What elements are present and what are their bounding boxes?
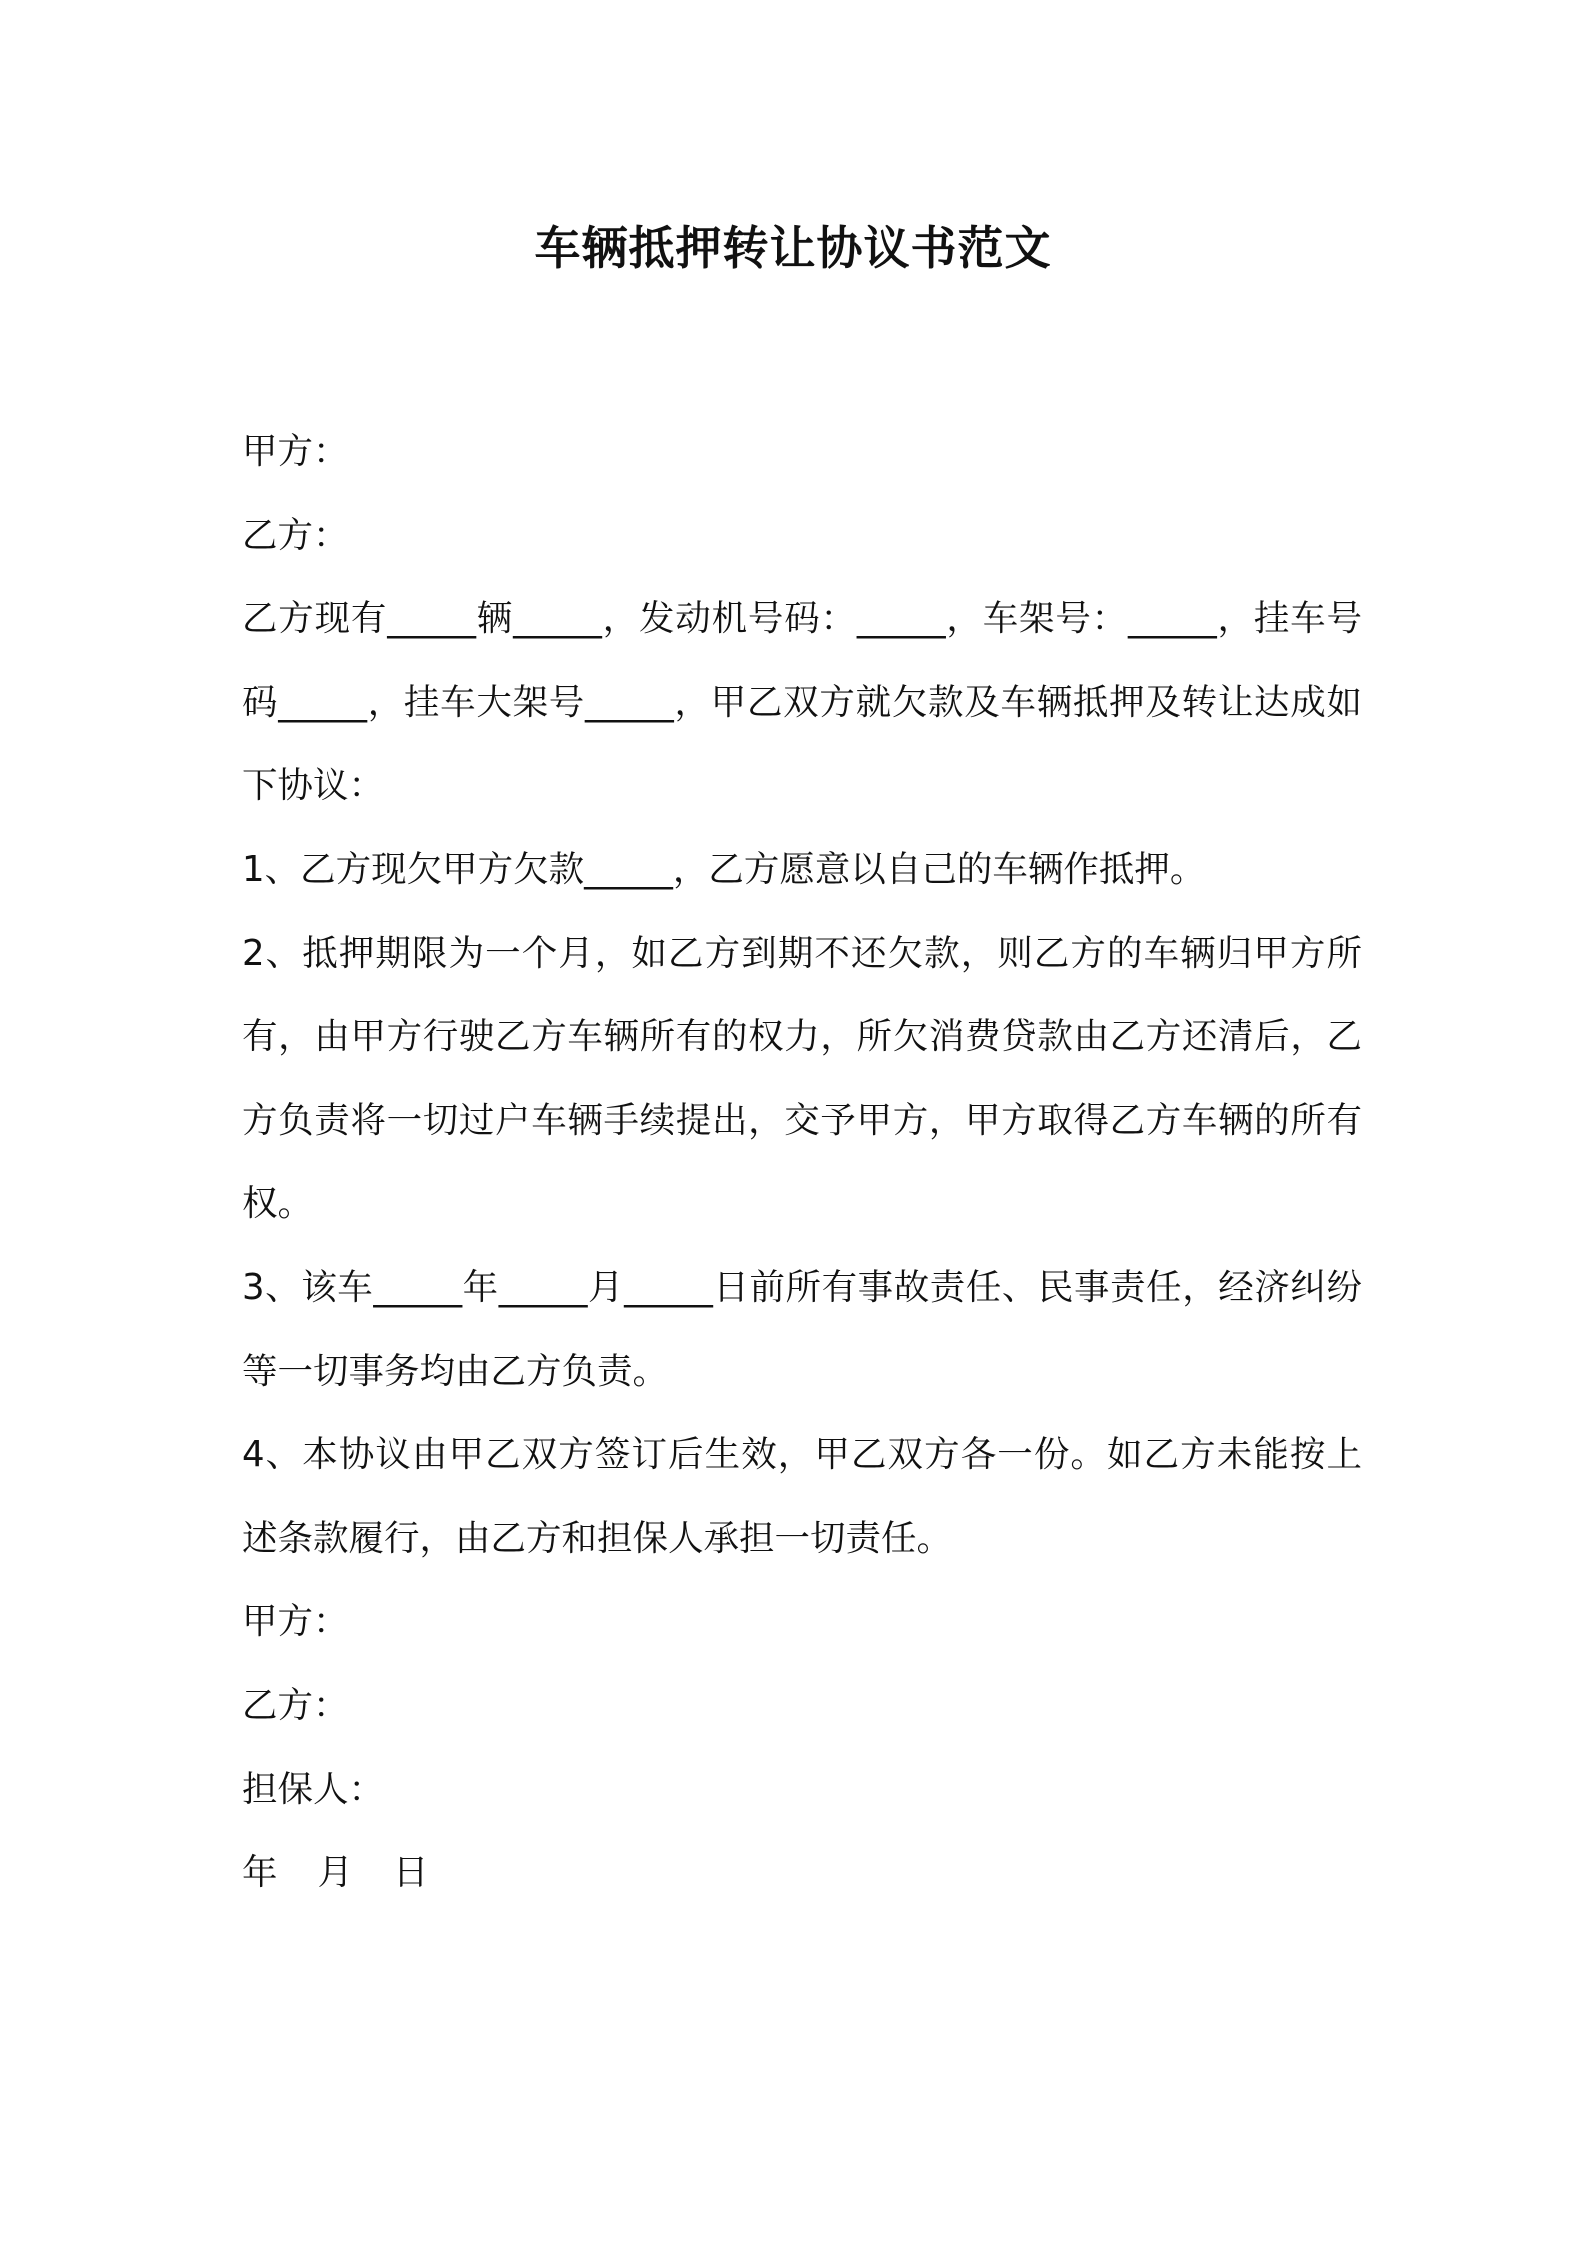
signature-date: [242, 1831, 1362, 1915]
clause-2: 2、抵押期限为一个月，如乙方到期不还欠款，则乙方的车辆归甲方所有，由甲方行驶乙方车辆所有的权力，所欠消费贷款由乙方还清后，乙方负责将一切过户车辆手续提出，交予甲方，甲方取得乙方车辆的所有权。: [242, 932, 1362, 1225]
document-body: [242, 410, 1362, 1915]
document-title: 车辆抵押转让协议书范文: [534, 221, 1052, 275]
clause-1: 1、乙方现欠甲方欠款_____，乙方愿意以自己的车辆作抵押。: [242, 848, 1206, 890]
signature-party-b: 乙方：: [242, 1684, 349, 1726]
clause-4: 4、本协议由甲乙双方签订后生效，甲乙双方各一份。如乙方未能按上述条款履行，由乙方和担保人承担一切责任。: [242, 1434, 1362, 1559]
date-day: 日: [393, 1852, 429, 1894]
signature-party-a: 甲方：: [242, 1601, 349, 1643]
clause-3: 3、该车_____年_____月_____日前所有事故责任、民事责任，经济纠纷等一切事务均由乙方负责。: [242, 1266, 1362, 1392]
party-a-line: 甲方：: [242, 431, 349, 472]
party-b-line: 乙方：: [242, 514, 349, 556]
signature-guarantor: 担保人：: [242, 1768, 385, 1810]
intro-paragraph: 乙方现有_____辆_____，发动机号码：_____，车架号：_____，挂车号码_____，挂车大架号_____，甲乙双方就欠款及车辆抵押及转让达成如下协议：: [242, 598, 1362, 807]
date-year: 年: [242, 1852, 278, 1894]
date-month: 月: [317, 1852, 354, 1894]
